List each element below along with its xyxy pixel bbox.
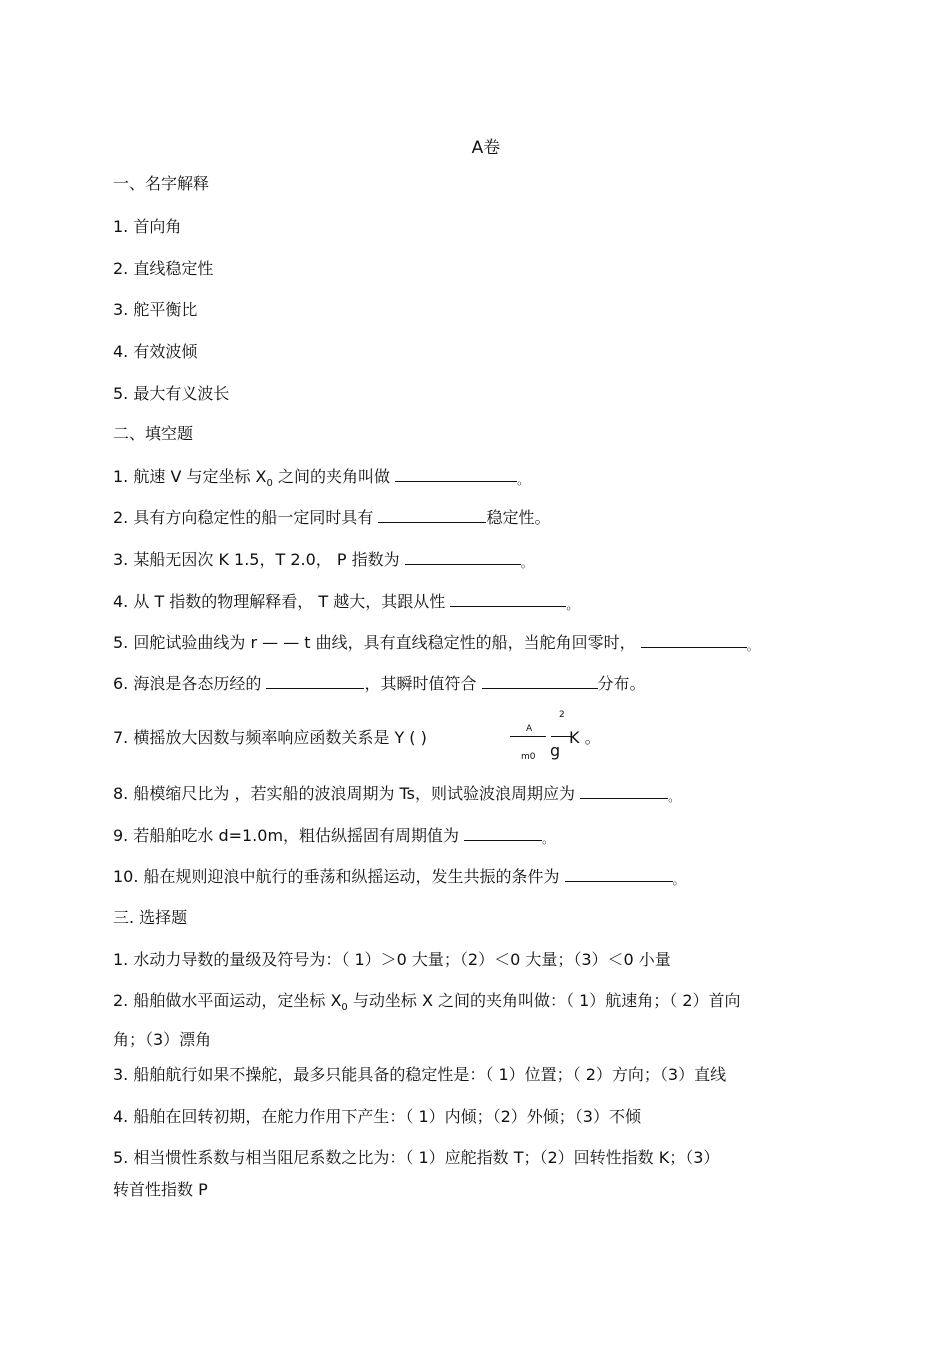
period-mark: 。	[520, 556, 533, 570]
period-mark: 。	[672, 873, 685, 887]
fill-question-4	[113, 591, 578, 616]
question-text: 与动坐标 X 之间的夹角叫做：（ 1）航速角；（ 2）首向	[347, 991, 741, 1010]
question-text: 5. 回舵试验曲线为 r — — t 曲线，具有直线稳定性的船，当舵角回零时，	[113, 633, 641, 652]
question-text: 2. 具有方向稳定性的船一定同时具有	[113, 508, 379, 527]
fill-question-3	[113, 549, 533, 574]
fill-question-9	[113, 825, 554, 850]
answer-blank[interactable]	[395, 467, 517, 482]
period-mark: 。	[746, 639, 759, 653]
question-text: 稳定性。	[486, 508, 551, 527]
section-heading-choice: 三. 选择题	[113, 908, 188, 927]
choice-question-5	[113, 1142, 858, 1206]
formula-numerator: A	[526, 724, 533, 734]
formula-g: g	[550, 741, 561, 760]
question-text: 分布。	[597, 674, 646, 693]
answer-blank[interactable]	[641, 633, 747, 648]
fill-question-7	[113, 708, 633, 768]
period-mark: 。	[542, 832, 555, 846]
definition-item: 2. 直线稳定性	[113, 259, 214, 278]
question-text: 9. 若船舶吃水 d=1.0m，粗估纵摇固有周期值为	[113, 826, 465, 845]
definition-item: 1. 首向角	[113, 217, 182, 236]
fill-question-6	[113, 673, 646, 695]
period-mark: 。	[517, 473, 530, 487]
formula-denominator: m0	[521, 752, 536, 762]
answer-blank[interactable]	[565, 867, 673, 882]
question-text: 之间的夹角叫做	[272, 467, 396, 486]
question-text: 5. 相当惯性系数与相当阻尼系数之比为：（ 1）应舵指数 T；（2）回转性指数 K；（3）	[113, 1148, 720, 1167]
choice-question-2	[113, 985, 858, 1056]
period-mark: 。	[566, 598, 579, 612]
fill-question-2	[113, 507, 550, 529]
answer-blank[interactable]	[405, 550, 521, 565]
fill-question-1	[113, 466, 529, 495]
question-text: 10. 船在规则迎浪中航行的垂荡和纵摇运动，发生共振的条件为	[113, 867, 565, 886]
answer-blank[interactable]	[266, 674, 364, 689]
page-title: A卷	[471, 138, 501, 158]
choice-question-4: 4. 船舶在回转初期，在舵力作用下产生：（ 1）内倾；（2）外倾；（3）不倾	[113, 1107, 641, 1126]
formula-superscript: 2	[559, 710, 565, 720]
definition-item: 4. 有效波倾	[113, 342, 198, 361]
question-text: 8. 船模缩尺比为 ，若实船的波浪周期为 Ts，则试验波浪周期应为	[113, 784, 581, 803]
answer-blank[interactable]	[482, 674, 598, 689]
answer-blank[interactable]	[450, 592, 566, 607]
definition-item: 5. 最大有义波长	[113, 384, 230, 403]
answer-blank[interactable]	[378, 508, 486, 523]
choice-question-3: 3. 船舶航行如果不操舵，最多只能具备的稳定性是：（ 1）位置；（ 2）方向；（3）直线	[113, 1065, 727, 1084]
section-heading-fill-blank: 二、填空题	[113, 424, 194, 443]
fraction-line	[510, 736, 546, 737]
subscript: 0	[266, 478, 273, 489]
section-heading-definitions: 一、名字解释	[113, 174, 210, 193]
subscript: 0	[341, 1002, 348, 1013]
fill-question-8	[113, 783, 680, 808]
choice-question-1: 1. 水动力导数的量级及符号为：（ 1）＞0 大量；（2）＜0 大量；（3）＜0 小量	[113, 950, 671, 969]
period-mark: 。	[668, 790, 681, 804]
question-text-continued: 转首性指数 P	[113, 1180, 208, 1199]
answer-blank[interactable]	[464, 826, 542, 841]
question-text: 6. 海浪是各态历经的	[113, 674, 267, 693]
question-text: 2. 船舶做水平面运动，定坐标 X	[113, 991, 342, 1010]
question-text: 3. 某船无因次 K 1.5，T 2.0， P 指数为	[113, 550, 405, 569]
question-text-continued: 角；（3）漂角	[113, 1030, 212, 1049]
fill-question-5	[113, 632, 759, 657]
question-text: 1. 航速 V 与定坐标 X	[113, 467, 267, 486]
fill-question-10	[113, 866, 685, 891]
question-text: 7. 横摇放大因数与频率响应函数关系是 Y ( )	[113, 728, 427, 747]
answer-blank[interactable]	[580, 784, 668, 799]
question-text: 4. 从 T 指数的物理解释看， T 越大，其跟从性	[113, 592, 451, 611]
question-text: ，其瞬时值符合	[364, 674, 482, 693]
definition-item: 3. 舵平衡比	[113, 300, 198, 319]
fraction-line	[551, 736, 571, 737]
formula-k: K 。	[569, 728, 601, 747]
